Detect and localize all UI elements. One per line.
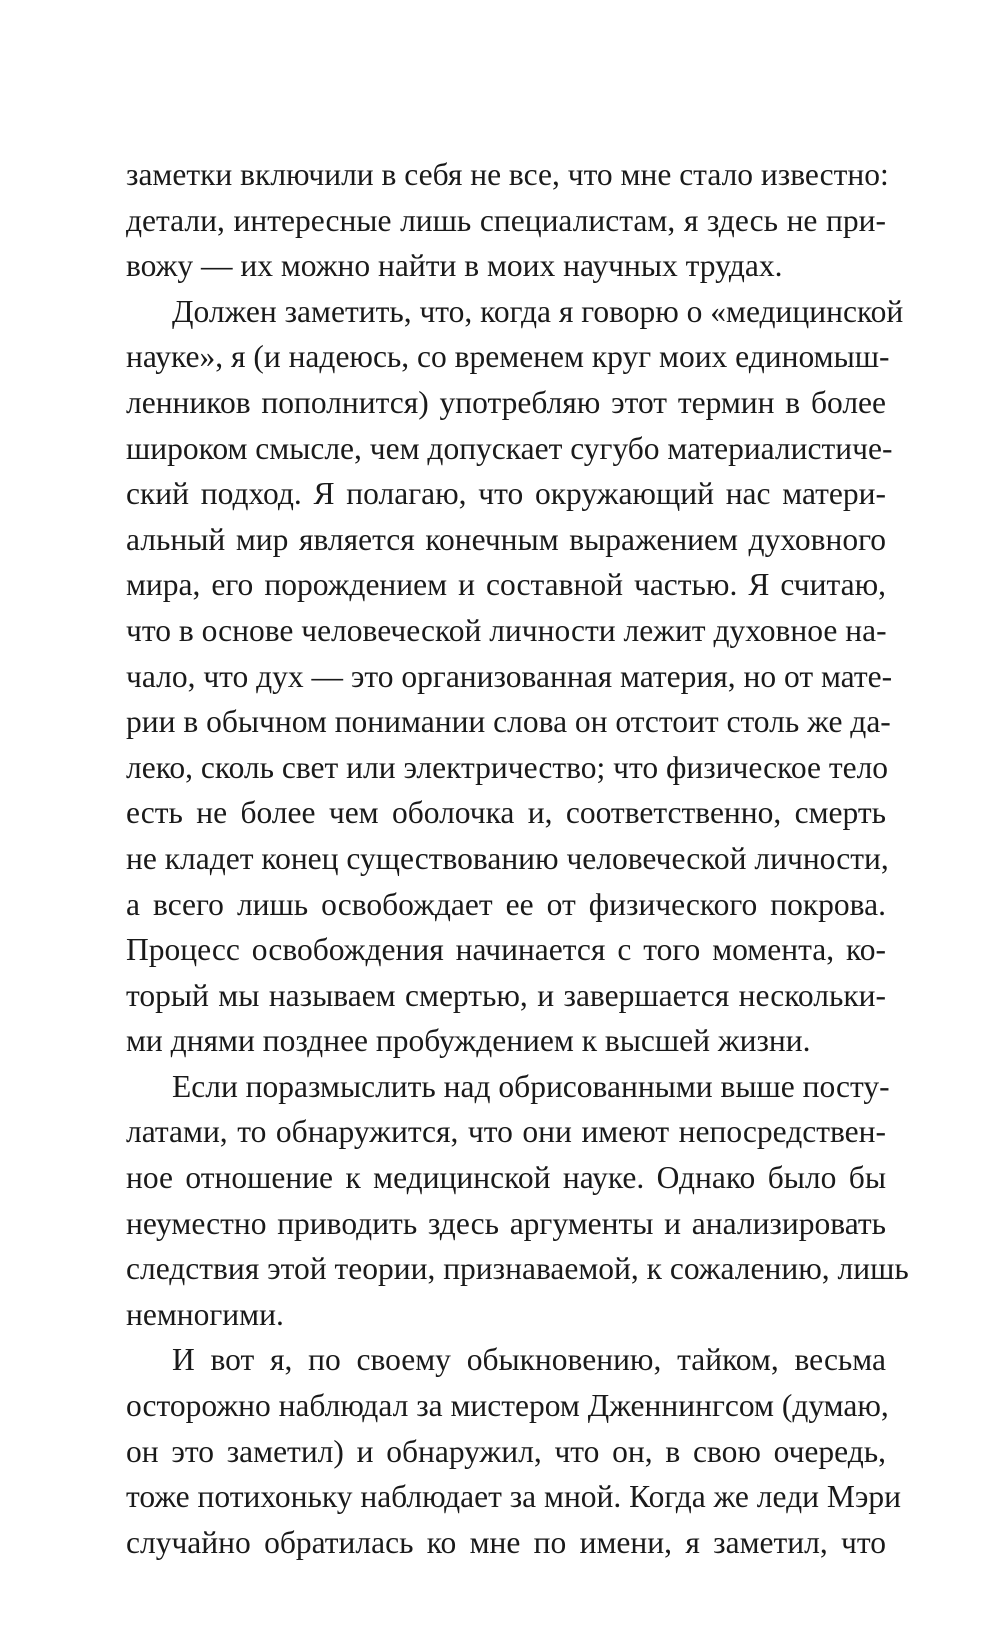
paragraph xyxy=(126,289,904,1064)
text-line: рии в обычном понимании слова он отстоит столь же да- xyxy=(126,704,891,740)
paragraph xyxy=(126,1064,909,1338)
text-line: вожу — их можно найти в моих научных трудах. xyxy=(126,248,783,284)
text-line: ский подход. Я полагаю, что окружающий нас матери- xyxy=(126,476,886,512)
text-line: И вот я, по своему обыкновению, тайком, весьма xyxy=(172,1342,886,1378)
text-line: а всего лишь освобождает ее от физического покрова. xyxy=(126,886,886,922)
text-line: ленников пополнится) употребляю этот термин в более xyxy=(126,384,886,420)
text-line: Если поразмыслить над обрисованными выше посту- xyxy=(172,1068,890,1104)
text-line: следствия этой теории, признаваемой, к сожалению, лишь xyxy=(126,1251,909,1287)
text-line: детали, интересные лишь специалистам, я здесь не при- xyxy=(126,202,886,238)
text-line: торый мы называем смертью, и завершается нескольки- xyxy=(126,977,886,1013)
text-line: неуместно приводить здесь аргументы и анализировать xyxy=(126,1205,886,1241)
paragraph xyxy=(126,152,889,289)
text-line: чало, что дух — это организованная материя, но от мате- xyxy=(126,658,893,694)
text-line: Должен заметить, что, когда я говорю о «медицинской xyxy=(172,293,904,329)
text-line: немногими. xyxy=(126,1296,284,1332)
text-line: альный мир является конечным выражением духовного xyxy=(126,521,886,557)
text-line: есть не более чем оболочка и, соответственно, смерть xyxy=(126,795,886,831)
text-line: заметки включили в себя не все, что мне стало известно: xyxy=(126,157,889,192)
text-line: ми днями позднее пробуждением к высшей жизни. xyxy=(126,1023,811,1059)
text-line: Процесс освобождения начинается с того момента, ко- xyxy=(126,932,886,968)
text-line: латами, то обнаружится, что они имеют непосредствен- xyxy=(126,1114,886,1150)
text-line: леко, сколь свет или электричество; что физическое тело xyxy=(126,749,889,785)
text-line: он это заметил) и обнаружил, что он, в свою очередь, xyxy=(126,1433,886,1469)
paragraph xyxy=(126,1337,901,1565)
text-line: ное отношение к медицинской науке. Однако было бы xyxy=(126,1160,886,1196)
text-line: случайно обратилась ко мне по имени, я заметил, что xyxy=(126,1524,886,1560)
text-line: осторожно наблюдал за мистером Дженнингсом (думаю, xyxy=(126,1388,889,1424)
text-line: широком смысле, чем допускает сугубо материалистиче- xyxy=(126,430,893,466)
text-line: науке», я (и надеюсь, со временем круг моих единомыш- xyxy=(126,339,890,375)
text-line: тоже потихоньку наблюдает за мной. Когда же леди Мэри xyxy=(126,1479,901,1515)
text-line: не кладет конец существованию человеческой личности, xyxy=(126,840,889,876)
body-text xyxy=(126,152,909,1565)
text-line: что в основе человеческой личности лежит духовное на- xyxy=(126,612,887,648)
text-line: мира, его порождением и составной частью. Я считаю, xyxy=(126,567,886,603)
